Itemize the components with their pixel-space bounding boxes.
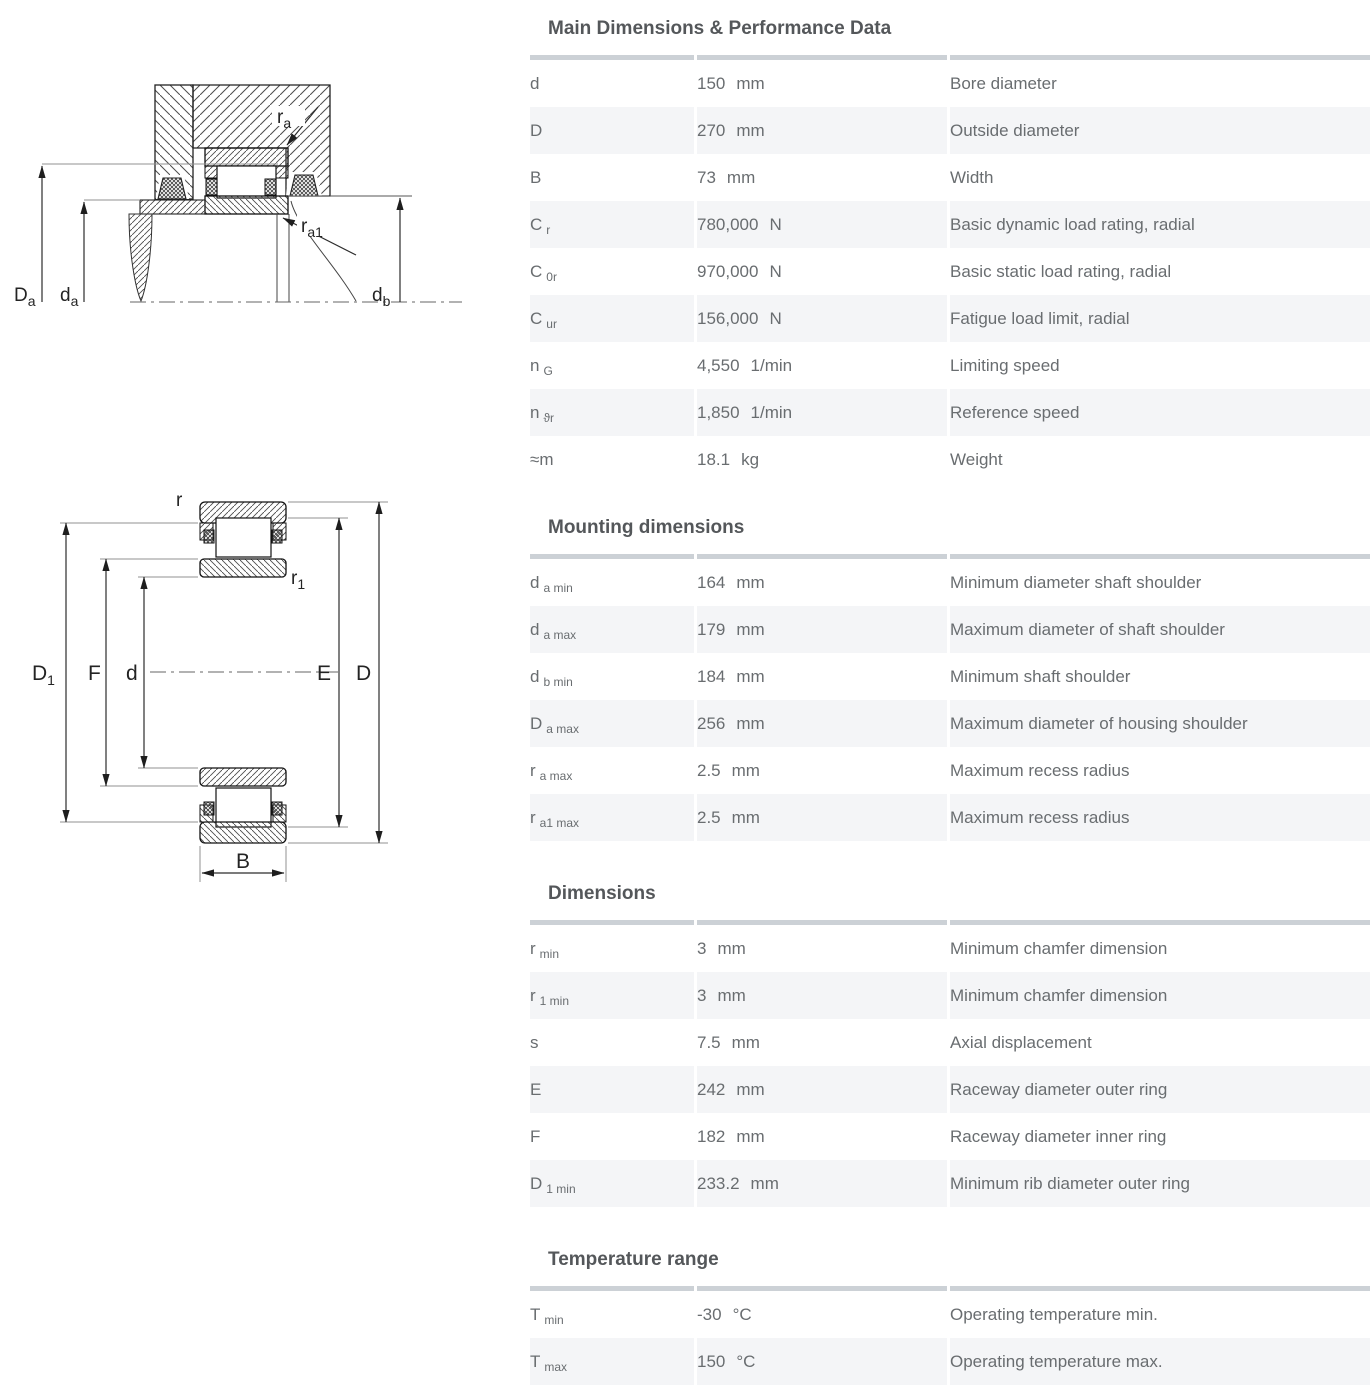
unit: mm [736, 120, 765, 140]
bearing-upper-half [200, 502, 286, 577]
value: 256 [697, 713, 726, 733]
unit: mm [731, 760, 760, 780]
symbol: n [530, 402, 540, 422]
unit: N [769, 308, 782, 328]
symbol: d [530, 73, 540, 93]
label-r1: $r_1$ [291, 568, 306, 592]
unit: °C [736, 1351, 756, 1371]
symbol: r [530, 807, 536, 827]
table-row [530, 389, 1370, 436]
symbol: r [530, 760, 536, 780]
symbol-sub: a max [546, 721, 579, 736]
table-row [530, 925, 1370, 972]
label-F: F [88, 662, 101, 685]
value: 2.5 [697, 807, 721, 827]
symbol: D [530, 1173, 543, 1193]
description: Weight [950, 449, 1003, 469]
value: 150 [697, 73, 726, 93]
symbol: d [530, 666, 540, 686]
value: 970,000 [697, 261, 759, 281]
spec-table-temperature-range [530, 1286, 1370, 1385]
value: 179 [697, 619, 726, 639]
symbol-sub: ϑr [543, 410, 555, 425]
unit: mm [736, 73, 765, 93]
unit: mm [726, 167, 756, 187]
table-row [530, 794, 1370, 841]
symbol: T [530, 1351, 541, 1371]
bearing-lower-half [200, 768, 286, 843]
table-row [530, 559, 1370, 606]
symbol-sub: 1 min [546, 1181, 576, 1196]
description: Minimum chamfer dimension [950, 938, 1168, 958]
description: Outside diameter [950, 120, 1080, 140]
table-row [530, 248, 1370, 295]
description: Operating temperature min. [950, 1304, 1158, 1324]
table-row [530, 1291, 1370, 1338]
description: Basic static load rating, radial [950, 261, 1172, 281]
symbol: n [530, 355, 540, 375]
unit: mm [736, 572, 765, 592]
unit: mm [750, 1173, 779, 1193]
section-title: Main Dimensions & Performance Data [548, 18, 892, 39]
symbol-sub: a min [543, 580, 573, 595]
symbol: r [530, 938, 536, 958]
value: 233.2 [697, 1173, 740, 1193]
unit: mm [717, 985, 746, 1005]
symbol: C [530, 214, 543, 234]
value: 270 [697, 120, 726, 140]
label-db: $d_b$ [372, 285, 391, 309]
table-row [530, 1113, 1370, 1160]
table-row [530, 60, 1370, 107]
label-d: d [126, 662, 138, 685]
section-title: Dimensions [548, 883, 656, 904]
unit: mm [736, 619, 765, 639]
description: Fatigue load limit, radial [950, 308, 1130, 328]
section-main-dimensions [530, 16, 1370, 483]
description: Axial displacement [950, 1032, 1092, 1052]
description: Minimum diameter shaft shoulder [950, 572, 1202, 592]
symbol: F [530, 1126, 541, 1146]
label-B: B [236, 850, 251, 873]
section-title: Temperature range [548, 1249, 719, 1270]
spec-table-dimensions [530, 920, 1370, 1207]
description: Operating temperature max. [950, 1351, 1163, 1371]
description: Minimum rib diameter outer ring [950, 1173, 1190, 1193]
symbol: T [530, 1304, 541, 1324]
description: Width [950, 167, 994, 187]
label-E: E [317, 662, 332, 685]
spec-table-main-dimensions [530, 55, 1370, 483]
table-row [530, 1019, 1370, 1066]
description: Maximum diameter of housing shoulder [950, 713, 1248, 733]
symbol-sub: a max [543, 627, 577, 642]
value: 150 [697, 1351, 726, 1371]
symbol-sub: ur [546, 316, 557, 331]
symbol: E [530, 1079, 542, 1099]
description: Minimum chamfer dimension [950, 985, 1168, 1005]
symbol-sub: 0r [546, 269, 557, 284]
symbol-sub: min [544, 1312, 564, 1327]
description: Limiting speed [950, 355, 1060, 375]
description: Maximum recess radius [950, 807, 1130, 827]
value: 182 [697, 1126, 726, 1146]
table-row [530, 606, 1370, 653]
description: Maximum diameter of shaft shoulder [950, 619, 1225, 639]
description: Bore diameter [950, 73, 1057, 93]
value: 184 [697, 666, 726, 686]
table-row [530, 295, 1370, 342]
symbol: C [530, 261, 543, 281]
symbol: d [530, 619, 540, 639]
label-r: r [176, 490, 183, 511]
table-row [530, 342, 1370, 389]
symbol: d [530, 572, 540, 592]
section-temperature-range [530, 1247, 1370, 1385]
symbol: B [530, 167, 542, 187]
label-D: D [356, 662, 372, 685]
label-D1: $D_1$ [32, 662, 55, 688]
label-ra: $r_a$ [277, 107, 292, 131]
value: 156,000 [697, 308, 759, 328]
table-row [530, 747, 1370, 794]
unit: mm [731, 1032, 760, 1052]
unit: mm [736, 1126, 765, 1146]
symbol-sub: max [544, 1359, 568, 1374]
spec-table-mounting-dimensions [530, 554, 1370, 841]
symbol: r [530, 985, 536, 1005]
unit: kg [741, 449, 760, 469]
table-row [530, 1338, 1370, 1385]
table-row [530, 700, 1370, 747]
value: 73 [697, 167, 716, 187]
value: 7.5 [697, 1032, 721, 1052]
table-row [530, 201, 1370, 248]
table-row [530, 154, 1370, 201]
value: 3 [697, 985, 707, 1005]
symbol-sub: 1 min [539, 993, 570, 1008]
symbol: ≈m [530, 449, 554, 469]
label-da: $d_a$ [60, 285, 79, 309]
table-row [530, 1160, 1370, 1207]
mounting-drawing [0, 55, 530, 427]
symbol: D [530, 713, 543, 733]
value: 18.1 [697, 449, 731, 469]
symbol-sub: a1 max [539, 815, 580, 830]
description: Raceway diameter outer ring [950, 1079, 1168, 1099]
table-row [530, 1066, 1370, 1113]
value: 2.5 [697, 760, 721, 780]
description: Reference speed [950, 402, 1080, 422]
section-title: Mounting dimensions [548, 517, 745, 538]
value: 164 [697, 572, 726, 592]
table-row [530, 972, 1370, 1019]
symbol: C [530, 308, 543, 328]
label-Da: $D_a$ [14, 285, 36, 309]
unit: 1/min [750, 402, 793, 422]
label-ra1: $r_{a1}$ [301, 216, 323, 240]
table-row [530, 653, 1370, 700]
unit: 1/min [750, 355, 793, 375]
value: -30 [697, 1304, 722, 1324]
unit: mm [731, 807, 760, 827]
symbol: D [530, 120, 543, 140]
bearing-cross-section-drawing [0, 470, 530, 930]
description: Basic dynamic load rating, radial [950, 214, 1195, 234]
symbol-sub: r [546, 222, 551, 237]
spec-panel [530, 0, 1370, 1385]
value: 4,550 [697, 355, 740, 375]
table-row [530, 107, 1370, 154]
value: 242 [697, 1079, 726, 1099]
value: 780,000 [697, 214, 759, 234]
description: Minimum shaft shoulder [950, 666, 1131, 686]
unit: N [769, 214, 782, 234]
value: 3 [697, 938, 707, 958]
symbol: s [530, 1032, 539, 1052]
description: Maximum recess radius [950, 760, 1130, 780]
value: 1,850 [697, 402, 740, 422]
table-row [530, 436, 1370, 483]
symbol-sub: min [539, 946, 560, 961]
symbol-sub: b min [543, 674, 573, 689]
unit: mm [736, 666, 765, 686]
symbol-sub: G [543, 363, 553, 378]
unit: mm [717, 938, 746, 958]
section-dimensions [530, 881, 1370, 1207]
unit: N [769, 261, 782, 281]
bearing-section [205, 148, 288, 214]
section-mounting-dimensions [530, 515, 1370, 841]
unit: °C [732, 1304, 752, 1324]
unit: mm [736, 1079, 765, 1099]
description: Raceway diameter inner ring [950, 1126, 1167, 1146]
unit: mm [736, 713, 765, 733]
symbol-sub: a max [539, 768, 573, 783]
